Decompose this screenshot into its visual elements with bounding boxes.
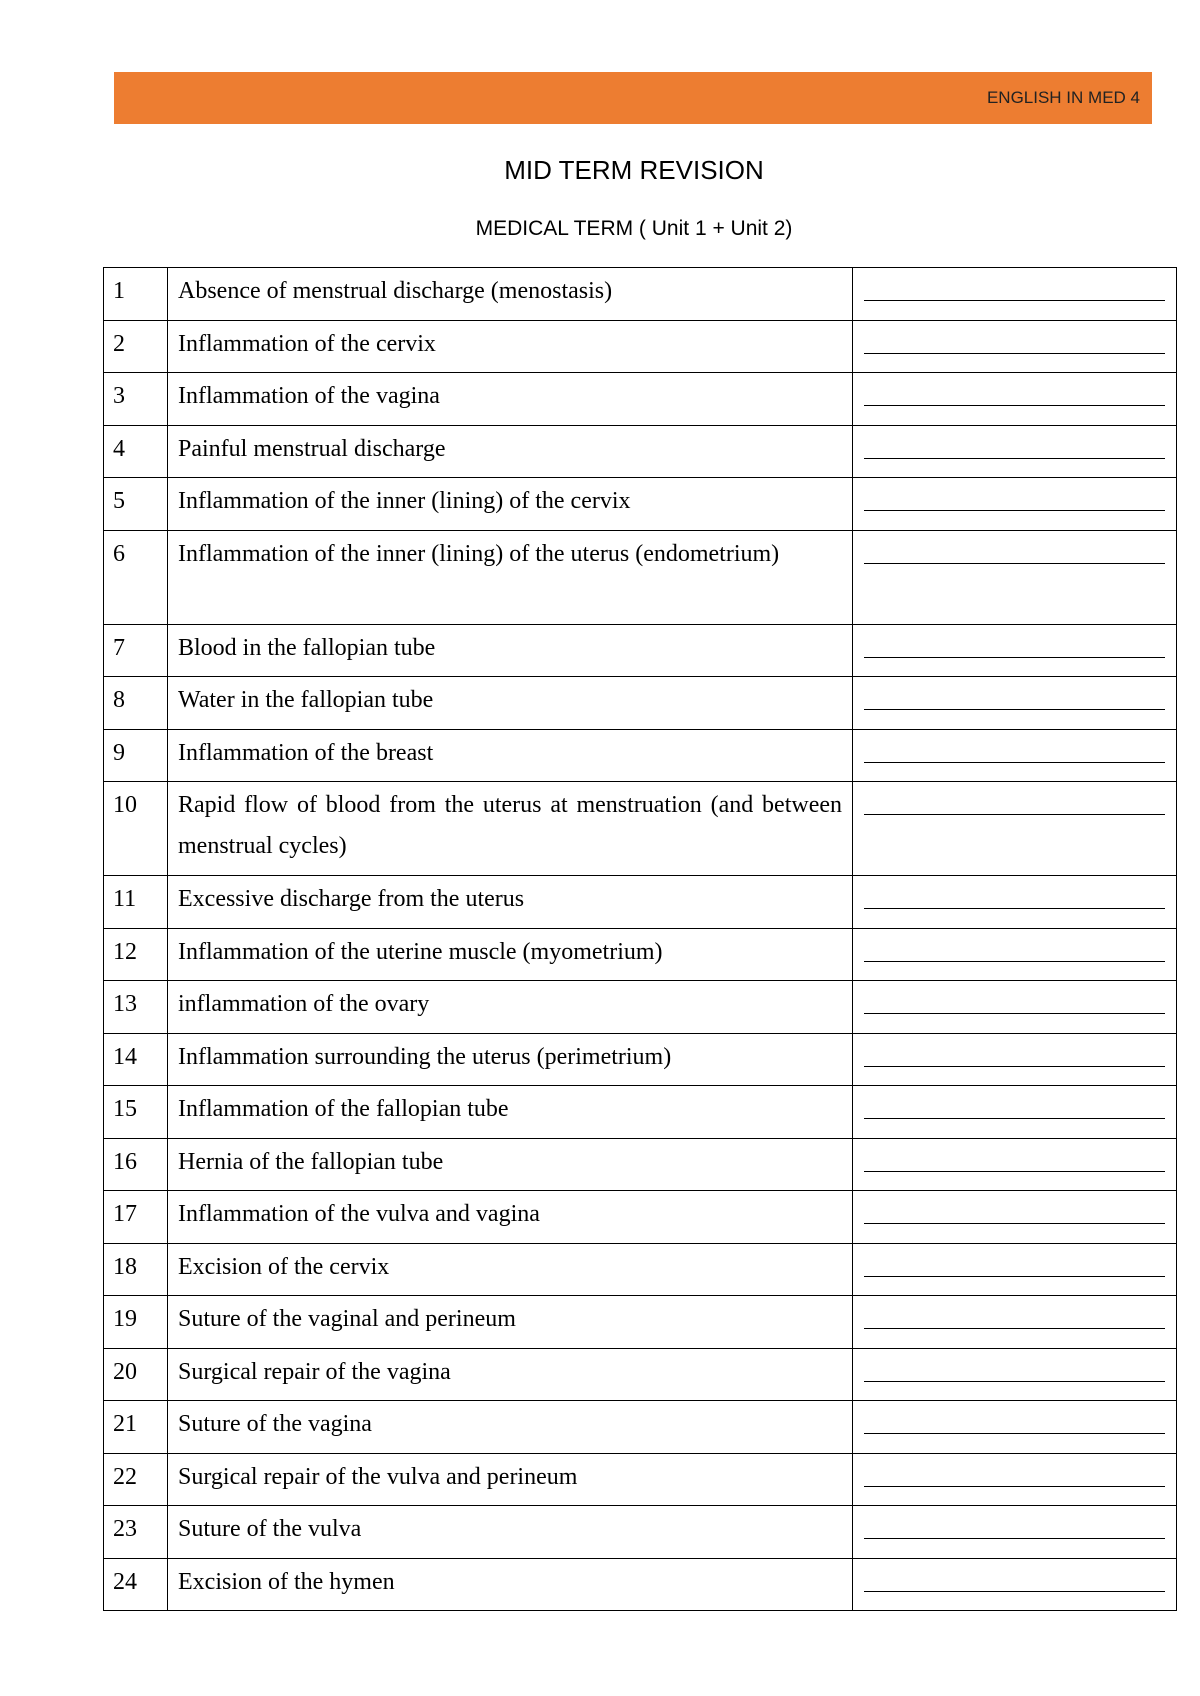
answer-cell: [853, 677, 1177, 730]
answer-blank-line[interactable]: [864, 790, 1165, 815]
row-number: 24: [104, 1558, 168, 1611]
page-title: MID TERM REVISION: [504, 155, 764, 185]
term-description: Inflammation of the cervix: [168, 320, 853, 373]
answer-blank-line[interactable]: [864, 381, 1165, 406]
answer-cell: [853, 876, 1177, 929]
answer-cell: [853, 1453, 1177, 1506]
table-row: [104, 981, 1177, 1034]
answer-blank-line[interactable]: [864, 1409, 1165, 1434]
table-row: [104, 373, 1177, 426]
table-row: [104, 1086, 1177, 1139]
row-number: 23: [104, 1506, 168, 1559]
row-number: 13: [104, 981, 168, 1034]
table-row: [104, 1453, 1177, 1506]
term-description: Excision of the cervix: [168, 1243, 853, 1296]
row-number: 5: [104, 478, 168, 531]
table-row: [104, 1191, 1177, 1244]
terms-table: [103, 267, 1177, 1611]
answer-cell: [853, 1086, 1177, 1139]
terms-table-body: [104, 268, 1177, 1611]
table-row: [104, 425, 1177, 478]
table-row: [104, 1401, 1177, 1454]
answer-cell: [853, 530, 1177, 624]
answer-cell: [853, 928, 1177, 981]
answer-blank-line[interactable]: [864, 486, 1165, 511]
term-description: Absence of menstrual discharge (menostasis): [168, 268, 853, 321]
answer-blank-line[interactable]: [864, 1514, 1165, 1539]
answer-cell: [853, 1243, 1177, 1296]
table-row: [104, 677, 1177, 730]
answer-blank-line[interactable]: [864, 937, 1165, 962]
answer-cell: [853, 1348, 1177, 1401]
page-subtitle: MEDICAL TERM ( Unit 1 + Unit 2): [475, 217, 793, 240]
answer-cell: [853, 624, 1177, 677]
answer-cell: [853, 1191, 1177, 1244]
row-number: 4: [104, 425, 168, 478]
answer-blank-line[interactable]: [864, 1042, 1165, 1067]
term-description: Rapid flow of blood from the uterus at menstruation (and between menstrual cycles): [168, 782, 853, 876]
term-description: Surgical repair of the vulva and perineum: [168, 1453, 853, 1506]
answer-blank-line[interactable]: [864, 1567, 1165, 1592]
table-row: [104, 624, 1177, 677]
row-number: 14: [104, 1033, 168, 1086]
row-number: 12: [104, 928, 168, 981]
term-description: Inflammation of the uterine muscle (myometrium): [168, 928, 853, 981]
table-row: [104, 1243, 1177, 1296]
row-number: 17: [104, 1191, 168, 1244]
row-number: 18: [104, 1243, 168, 1296]
row-number: 11: [104, 876, 168, 929]
answer-blank-line[interactable]: [864, 633, 1165, 658]
table-row: [104, 1506, 1177, 1559]
term-description: Inflammation of the fallopian tube: [168, 1086, 853, 1139]
answer-cell: [853, 373, 1177, 426]
table-row: [104, 530, 1177, 624]
term-description: inflammation of the ovary: [168, 981, 853, 1034]
term-description: Excision of the hymen: [168, 1558, 853, 1611]
term-description: Inflammation of the breast: [168, 729, 853, 782]
answer-cell: [853, 1506, 1177, 1559]
table-row: [104, 1296, 1177, 1349]
header-label: ENGLISH IN MED 4: [986, 88, 1140, 107]
answer-blank-line[interactable]: [864, 539, 1165, 564]
term-description: Inflammation of the inner (lining) of the uterus (endometrium): [168, 530, 853, 624]
row-number: 10: [104, 782, 168, 876]
answer-cell: [853, 478, 1177, 531]
answer-cell: [853, 782, 1177, 876]
table-row: [104, 1138, 1177, 1191]
answer-blank-line[interactable]: [864, 1147, 1165, 1172]
term-description: Inflammation of the vagina: [168, 373, 853, 426]
row-number: 22: [104, 1453, 168, 1506]
answer-cell: [853, 981, 1177, 1034]
answer-cell: [853, 1558, 1177, 1611]
table-row: [104, 928, 1177, 981]
term-description: Surgical repair of the vagina: [168, 1348, 853, 1401]
answer-blank-line[interactable]: [864, 1094, 1165, 1119]
row-number: 16: [104, 1138, 168, 1191]
answer-cell: [853, 320, 1177, 373]
term-description: Inflammation of the vulva and vagina: [168, 1191, 853, 1244]
term-description: Water in the fallopian tube: [168, 677, 853, 730]
term-description: Hernia of the fallopian tube: [168, 1138, 853, 1191]
answer-cell: [853, 425, 1177, 478]
row-number: 21: [104, 1401, 168, 1454]
row-number: 19: [104, 1296, 168, 1349]
answer-blank-line[interactable]: [864, 738, 1165, 763]
answer-blank-line[interactable]: [864, 1304, 1165, 1329]
term-description: Painful menstrual discharge: [168, 425, 853, 478]
answer-blank-line[interactable]: [864, 329, 1165, 354]
header-band: [114, 72, 1152, 124]
answer-blank-line[interactable]: [864, 989, 1165, 1014]
term-description: Inflammation of the inner (lining) of the cervix: [168, 478, 853, 531]
answer-cell: [853, 1296, 1177, 1349]
table-row: [104, 729, 1177, 782]
answer-cell: [853, 1401, 1177, 1454]
table-row: [104, 1348, 1177, 1401]
row-number: 20: [104, 1348, 168, 1401]
term-description: Suture of the vulva: [168, 1506, 853, 1559]
answer-blank-line[interactable]: [864, 434, 1165, 459]
term-description: Suture of the vaginal and perineum: [168, 1296, 853, 1349]
row-number: 3: [104, 373, 168, 426]
answer-blank-line[interactable]: [864, 1462, 1165, 1487]
answer-cell: [853, 729, 1177, 782]
table-row: [104, 782, 1177, 876]
row-number: 1: [104, 268, 168, 321]
answer-blank-line[interactable]: [864, 276, 1165, 301]
answer-blank-line[interactable]: [864, 685, 1165, 710]
term-description: Inflammation surrounding the uterus (perimetrium): [168, 1033, 853, 1086]
table-row: [104, 268, 1177, 321]
answer-blank-line[interactable]: [864, 1252, 1165, 1277]
answer-blank-line[interactable]: [864, 884, 1165, 909]
table-row: [104, 1558, 1177, 1611]
term-description: Suture of the vagina: [168, 1401, 853, 1454]
table-row: [104, 478, 1177, 531]
answer-cell: [853, 268, 1177, 321]
answer-blank-line[interactable]: [864, 1199, 1165, 1224]
row-number: 9: [104, 729, 168, 782]
table-row: [104, 320, 1177, 373]
term-description: Blood in the fallopian tube: [168, 624, 853, 677]
table-row: [104, 1033, 1177, 1086]
term-description: Excessive discharge from the uterus: [168, 876, 853, 929]
row-number: 15: [104, 1086, 168, 1139]
row-number: 8: [104, 677, 168, 730]
answer-cell: [853, 1138, 1177, 1191]
answer-cell: [853, 1033, 1177, 1086]
row-number: 6: [104, 530, 168, 624]
table-row: [104, 876, 1177, 929]
row-number: 7: [104, 624, 168, 677]
answer-blank-line[interactable]: [864, 1357, 1165, 1382]
row-number: 2: [104, 320, 168, 373]
